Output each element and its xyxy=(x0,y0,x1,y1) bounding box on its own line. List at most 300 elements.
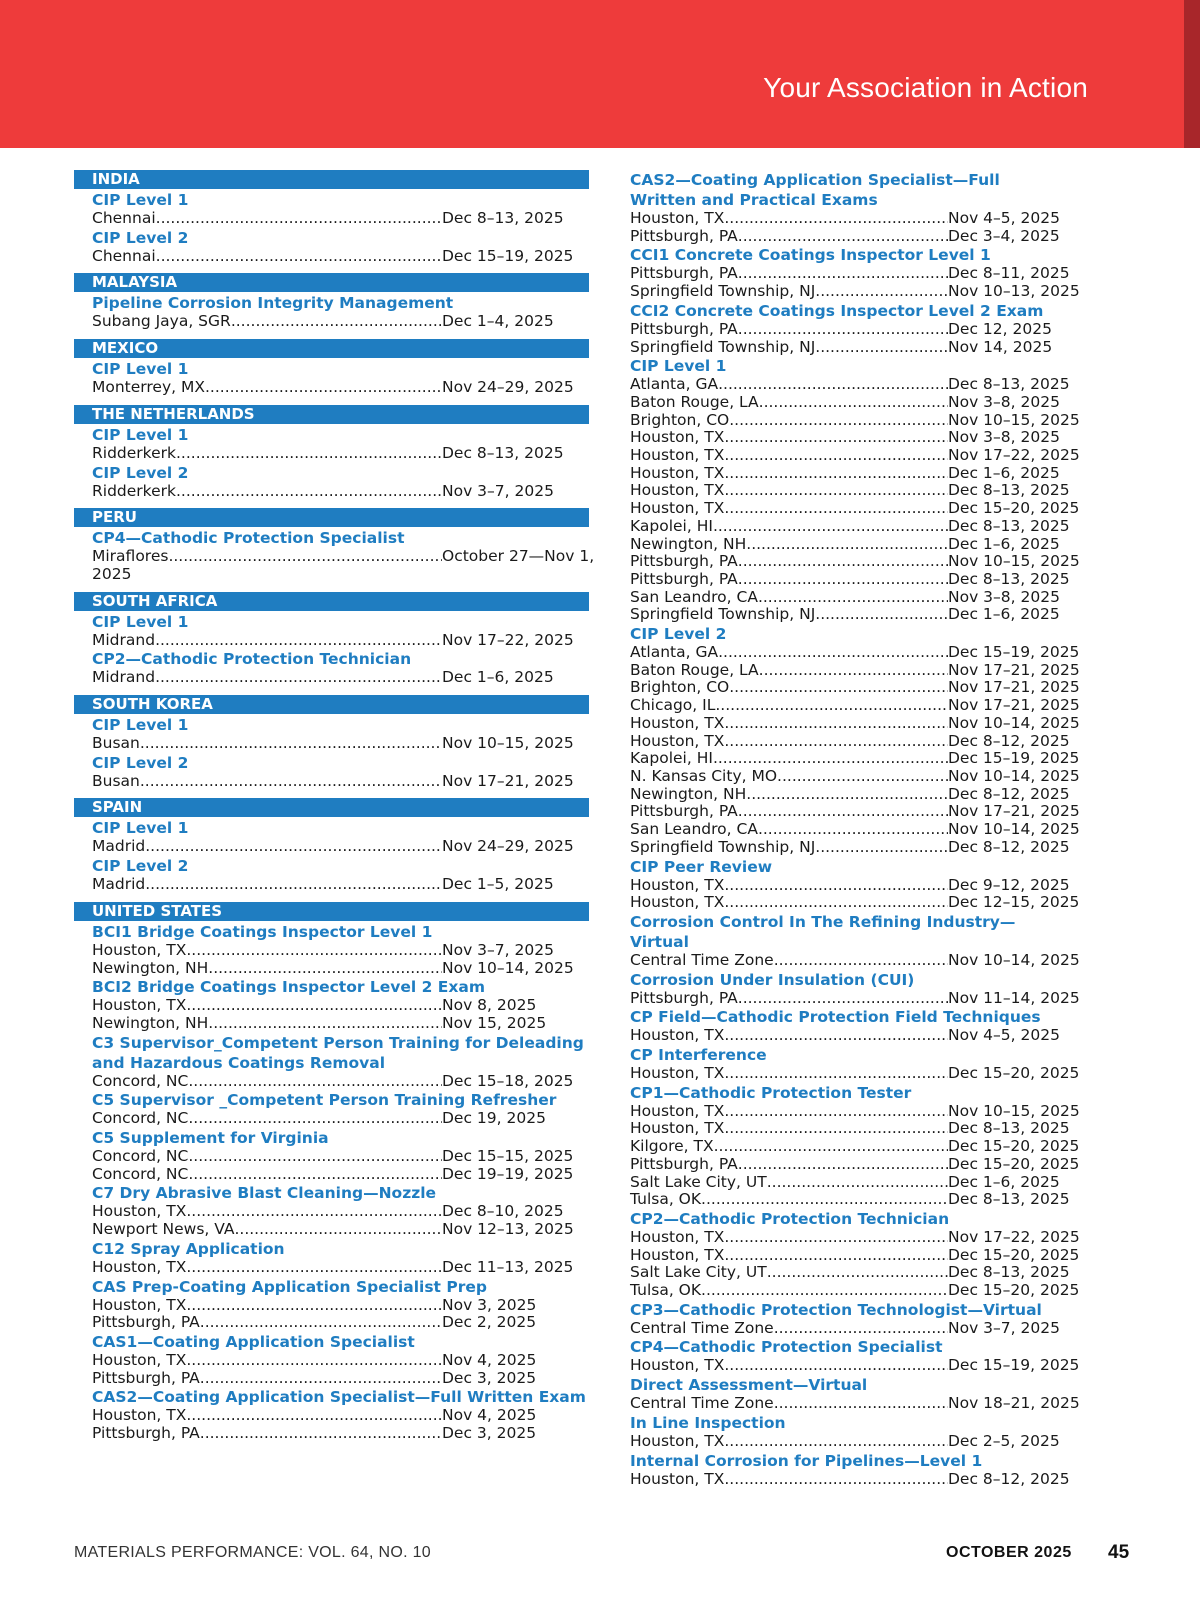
country-header: THE NETHERLANDS xyxy=(74,405,589,424)
schedule-entry xyxy=(630,950,1080,970)
schedule-entry xyxy=(92,1407,589,1425)
leader-dots xyxy=(738,990,948,1008)
country-header: INDIA xyxy=(74,170,589,189)
schedule-entry xyxy=(630,839,1070,857)
schedule-entry xyxy=(630,282,1080,301)
schedule-entry xyxy=(630,1027,1070,1045)
country-section xyxy=(74,339,589,397)
entry-date: Dec 1–6, 2025 xyxy=(948,463,1060,482)
entry-date: Dec 15–20, 2025 xyxy=(948,499,1080,518)
schedule-entry xyxy=(630,1227,1080,1247)
entry-location: Midrand xyxy=(92,630,156,649)
entry-date: Nov 15, 2025 xyxy=(442,1013,547,1032)
entry-date: Nov 4–5, 2025 xyxy=(948,209,1060,227)
entry-date: Dec 3–4, 2025 xyxy=(948,226,1060,245)
entry-date: Dec 8–12, 2025 xyxy=(948,1469,1070,1488)
country-section xyxy=(74,273,589,331)
leader-dots xyxy=(168,548,442,566)
entry-date: Dec 3, 2025 xyxy=(442,1424,537,1443)
entry-location: Houston, TX xyxy=(92,1295,187,1314)
entry-location: Chicago, IL xyxy=(630,696,716,715)
schedule-entry xyxy=(92,379,589,397)
course-title: Direct Assessment—Virtual xyxy=(630,1376,868,1395)
schedule-entry xyxy=(630,482,1070,500)
country-section xyxy=(74,592,589,687)
entry-location: Baton Rouge, LA xyxy=(630,392,759,411)
entry-location: Kapolei, HI xyxy=(630,516,713,535)
schedule-entry xyxy=(630,228,1070,246)
leader-dots xyxy=(746,536,948,554)
leader-dots xyxy=(729,412,948,430)
course-title: CP4—Cathodic Protection Specialist xyxy=(92,529,405,548)
leader-dots xyxy=(724,1471,948,1489)
leader-dots xyxy=(176,445,442,463)
entry-location: Pittsburgh, PA xyxy=(630,226,738,245)
entry-date: Nov 3–7, 2025 xyxy=(442,940,554,959)
schedule-entry xyxy=(630,446,1080,465)
country-header: SOUTH AFRICA xyxy=(74,592,589,611)
entry-location: Houston, TX xyxy=(92,1202,187,1221)
entry-location: Pittsburgh, PA xyxy=(92,1368,200,1387)
leader-dots xyxy=(715,697,948,715)
schedule-entry xyxy=(92,876,589,894)
schedule-entry xyxy=(630,1394,1080,1413)
entry-date: Nov 17–21, 2025 xyxy=(948,802,1080,821)
schedule-entry xyxy=(92,1221,589,1239)
schedule-entry xyxy=(630,1154,1080,1174)
entry-location: Pittsburgh, PA xyxy=(630,319,738,338)
leader-dots xyxy=(234,1221,442,1239)
entry-date: Nov 10–14, 2025 xyxy=(442,958,574,977)
leader-dots xyxy=(815,339,948,357)
leader-dots xyxy=(176,483,442,501)
course-title: CIP Level 1 xyxy=(92,612,189,631)
entry-location: Springfield Township, NJ xyxy=(630,837,816,856)
schedule-entry xyxy=(92,960,589,978)
course-title: CIP Level 1 xyxy=(630,357,727,376)
schedule-entry xyxy=(630,376,1070,394)
schedule-entry xyxy=(630,1320,1070,1338)
entry-date: Nov 10–15, 2025 xyxy=(948,1101,1080,1120)
entry-location: Houston, TX xyxy=(92,1350,187,1369)
schedule-entry xyxy=(92,1297,589,1315)
schedule-entry xyxy=(630,265,1070,283)
schedule-entry xyxy=(630,589,1070,607)
page-number: 45 xyxy=(1108,1542,1130,1563)
schedule-entry xyxy=(92,735,589,753)
course-title: C12 Spray Application xyxy=(92,1239,285,1258)
leader-dots xyxy=(701,1282,948,1300)
course-title: CP2—Cathodic Protection Technician xyxy=(92,650,412,669)
entry-location: Springfield Township, NJ xyxy=(630,282,816,301)
schedule-entry xyxy=(630,1245,1080,1265)
entry-location: Chennai xyxy=(92,246,156,265)
course-title: CIP Peer Review xyxy=(630,857,773,876)
entry-date: Dec 8–12, 2025 xyxy=(948,731,1070,750)
schedule-entry xyxy=(92,1110,589,1128)
entry-location: Houston, TX xyxy=(92,940,187,959)
entry-location: Houston, TX xyxy=(630,1064,725,1083)
entry-date: Dec 8–13, 2025 xyxy=(948,1263,1070,1282)
leader-dots xyxy=(200,1425,442,1443)
entry-date: Nov 17–21, 2025 xyxy=(948,696,1080,715)
course-title: CIP Level 1 xyxy=(92,819,189,838)
course-title: CIP Level 1 xyxy=(92,191,189,209)
leader-dots xyxy=(186,942,442,960)
schedule-entry xyxy=(630,1281,1080,1300)
entry-date: Dec 12–15, 2025 xyxy=(948,893,1080,912)
schedule-entry xyxy=(92,773,589,791)
schedule-entry xyxy=(630,1191,1070,1209)
entry-location: Houston, TX xyxy=(630,893,725,912)
entry-date: Dec 15–19, 2025 xyxy=(948,643,1080,662)
entry-date: Nov 14, 2025 xyxy=(948,337,1053,356)
entry-location: Tulsa, OK xyxy=(630,1281,702,1300)
entry-location: Pittsburgh, PA xyxy=(630,264,738,283)
entry-location: Busan xyxy=(92,771,140,790)
entry-location: Salt Lake City, UT xyxy=(630,1263,767,1282)
leader-dots xyxy=(738,1156,948,1174)
entry-location: Houston, TX xyxy=(630,713,725,732)
schedule-entry xyxy=(630,1064,1080,1083)
leader-dots xyxy=(208,960,442,978)
entry-date: Dec 1–6, 2025 xyxy=(948,1172,1060,1191)
course-title: Pipeline Corrosion Integrity Management xyxy=(92,294,454,313)
entry-date: Dec 1–6, 2025 xyxy=(948,605,1060,624)
entry-date: Dec 2, 2025 xyxy=(442,1313,537,1332)
entry-date: October 27—Nov 1, xyxy=(442,547,595,566)
entry-date: Dec 19, 2025 xyxy=(442,1109,546,1128)
leader-dots xyxy=(718,376,948,394)
schedule-entry xyxy=(92,445,589,463)
entry-date: Dec 8–13, 2025 xyxy=(948,375,1070,394)
leader-dots xyxy=(724,1027,948,1045)
schedule-entry xyxy=(92,838,589,856)
entry-location: Madrid xyxy=(92,837,146,856)
leader-dots xyxy=(724,1247,948,1265)
entry-date: Nov 17–21, 2025 xyxy=(948,660,1080,679)
entry-location: Pittsburgh, PA xyxy=(630,802,738,821)
leader-dots xyxy=(767,1174,948,1192)
entry-date: Dec 15–20, 2025 xyxy=(948,1137,1080,1156)
entry-location: Houston, TX xyxy=(630,1356,725,1375)
schedule-entry xyxy=(630,696,1080,715)
schedule-entry xyxy=(92,1015,589,1033)
leader-dots xyxy=(713,518,948,536)
schedule-entry xyxy=(630,339,1070,357)
leader-dots xyxy=(724,465,948,483)
schedule-entry xyxy=(630,893,1080,912)
course-title: CIP Level 2 xyxy=(92,228,189,247)
entry-location: Springfield Township, NJ xyxy=(630,605,816,624)
schedule-entry xyxy=(630,552,1080,571)
entry-date: Nov 3, 2025 xyxy=(442,1295,537,1314)
entry-date: Nov 8, 2025 xyxy=(442,996,537,1015)
leader-dots xyxy=(156,248,442,266)
entry-date-continued: 2025 xyxy=(92,564,132,583)
leader-dots xyxy=(724,447,948,465)
entry-location: Concord, NC xyxy=(92,1147,189,1166)
country-header: SPAIN xyxy=(74,798,589,817)
entry-date: Nov 4, 2025 xyxy=(442,1406,537,1425)
schedule-entry xyxy=(630,571,1070,589)
leader-dots xyxy=(724,210,948,228)
schedule-entry xyxy=(630,429,1070,447)
entry-location: Atlanta, GA xyxy=(630,643,719,662)
schedule-entry xyxy=(92,1425,589,1443)
leader-dots xyxy=(815,839,948,857)
entry-date: Dec 1–5, 2025 xyxy=(442,875,554,894)
page-footer xyxy=(74,1544,1134,1564)
entry-date: Dec 8–10, 2025 xyxy=(442,1202,564,1221)
leader-dots xyxy=(746,786,948,804)
leader-dots xyxy=(724,877,948,895)
entry-date: Nov 4, 2025 xyxy=(442,1350,537,1369)
schedule-entry xyxy=(92,1314,589,1332)
entry-location: Madrid xyxy=(92,875,146,894)
course-title: In Line Inspection xyxy=(630,1413,786,1432)
leader-dots xyxy=(724,715,948,733)
course-list xyxy=(74,715,589,790)
country-header: SOUTH KOREA xyxy=(74,695,589,714)
course-list xyxy=(74,612,589,687)
leader-dots xyxy=(188,1148,442,1166)
course-title: CAS1—Coating Application Specialist xyxy=(92,1332,415,1351)
schedule-entry xyxy=(630,465,1070,483)
schedule-entry xyxy=(92,1352,589,1370)
entry-date: Dec 12, 2025 xyxy=(948,319,1052,338)
entry-date: Nov 12–13, 2025 xyxy=(442,1220,574,1239)
entry-location: Concord, NC xyxy=(92,1109,189,1128)
course-list xyxy=(74,922,589,1443)
course-title: Internal Corrosion for Pipelines—Level 1 xyxy=(630,1451,983,1470)
schedule-entry xyxy=(630,749,1080,768)
course-title: CP1—Cathodic Protection Tester xyxy=(630,1083,912,1102)
course-title: CP Field—Cathodic Protection Field Techniques xyxy=(630,1008,1041,1027)
entry-location: Houston, TX xyxy=(630,1101,725,1120)
entry-date: Dec 8–13, 2025 xyxy=(948,1190,1070,1209)
entry-location: Subang Jaya, SGR xyxy=(92,312,231,331)
entry-date: Nov 10–14, 2025 xyxy=(948,950,1080,969)
schedule-entry xyxy=(630,536,1070,554)
entry-location: Houston, TX xyxy=(630,463,725,482)
entry-date: Nov 3–7, 2025 xyxy=(442,481,554,500)
schedule-entry xyxy=(630,1264,1070,1282)
entry-location: Midrand xyxy=(92,668,156,687)
schedule-entry xyxy=(92,1166,589,1184)
leader-dots xyxy=(767,1264,948,1282)
course-title: C3 Supervisor_Competent Person Training for Deleading and Hazardous Coatings Removal xyxy=(92,1033,584,1072)
leader-dots xyxy=(140,773,442,791)
schedule-entry xyxy=(630,1101,1080,1121)
leader-dots xyxy=(231,313,442,331)
entry-date: Dec 15–20, 2025 xyxy=(948,1154,1080,1173)
entry-location: Brighton, CO xyxy=(630,410,730,429)
course-title: CAS Prep-Coating Application Specialist Prep xyxy=(92,1277,487,1296)
entry-location: Houston, TX xyxy=(630,1245,725,1264)
schedule-entry xyxy=(92,997,589,1015)
entry-location: Atlanta, GA xyxy=(630,375,719,394)
entry-location: Houston, TX xyxy=(92,1257,187,1276)
course-title: CIP Level 2 xyxy=(92,753,189,772)
schedule-entry xyxy=(92,942,589,960)
schedule-entry xyxy=(92,1370,589,1388)
country-header: PERU xyxy=(74,508,589,527)
entry-location: Houston, TX xyxy=(630,875,725,894)
schedule-entry xyxy=(630,394,1070,412)
entry-location: Pittsburgh, PA xyxy=(630,1154,738,1173)
course-title: CP Interference xyxy=(630,1046,767,1065)
entry-location: San Leandro, CA xyxy=(630,820,758,839)
leader-dots xyxy=(155,632,442,650)
entry-location: Tulsa, OK xyxy=(630,1190,702,1209)
schedule-entry xyxy=(630,713,1080,733)
leader-dots xyxy=(777,768,948,786)
leader-dots xyxy=(724,1229,948,1247)
entry-date: Nov 4–5, 2025 xyxy=(948,1026,1060,1045)
schedule-entry xyxy=(92,210,589,228)
entry-location: Central Time Zone xyxy=(630,950,774,969)
leader-dots xyxy=(759,394,948,412)
entry-location: Brighton, CO xyxy=(630,678,730,697)
schedule-entry xyxy=(630,1120,1070,1138)
leader-dots xyxy=(208,1015,442,1033)
entry-location: Baton Rouge, LA xyxy=(630,660,759,679)
leader-dots xyxy=(815,606,948,624)
leader-dots xyxy=(724,1433,948,1451)
entry-location: Central Time Zone xyxy=(630,1394,774,1413)
schedule-entry xyxy=(92,632,589,650)
entry-location: Pittsburgh, PA xyxy=(630,552,738,571)
entry-date: Dec 3, 2025 xyxy=(442,1368,537,1387)
entry-date: Dec 1–6, 2025 xyxy=(442,668,554,687)
course-title: C7 Dry Abrasive Blast Cleaning—Nozzle xyxy=(92,1184,437,1203)
course-title: CIP Level 1 xyxy=(92,716,189,735)
leader-dots xyxy=(774,1395,948,1413)
schedule-entry xyxy=(92,1259,589,1277)
entry-date: Nov 24–29, 2025 xyxy=(442,378,574,397)
entry-location: Pittsburgh, PA xyxy=(630,988,738,1007)
country-section xyxy=(74,902,589,1443)
entry-location: Busan xyxy=(92,734,140,753)
schedule-entry xyxy=(92,1148,589,1166)
leader-dots xyxy=(714,1138,948,1156)
course-title: CCI2 Concrete Coatings Inspector Level 2 Exam xyxy=(630,301,1044,320)
entry-date: Nov 3–8, 2025 xyxy=(948,392,1060,411)
course-title: CP4—Cathodic Protection Specialist xyxy=(630,1338,943,1357)
leader-dots xyxy=(815,283,948,301)
entry-location: Houston, TX xyxy=(630,1431,725,1450)
leader-dots xyxy=(738,228,948,246)
leader-dots xyxy=(205,379,442,397)
entry-location: Salt Lake City, UT xyxy=(630,1172,767,1191)
entry-date: Nov 17–22, 2025 xyxy=(948,1227,1080,1246)
entry-location: Houston, TX xyxy=(630,481,725,500)
course-title: CIP Level 1 xyxy=(92,425,189,444)
entry-date: Dec 15–18, 2025 xyxy=(442,1071,574,1090)
country-section xyxy=(74,508,595,583)
entry-date: Dec 8–13, 2025 xyxy=(948,1119,1070,1138)
entry-date: Dec 8–13, 2025 xyxy=(442,443,564,462)
leader-dots xyxy=(724,500,948,518)
schedule-entry xyxy=(630,499,1080,518)
course-list xyxy=(74,190,589,265)
schedule-entry xyxy=(630,877,1070,895)
leader-dots xyxy=(738,803,948,821)
leader-dots xyxy=(724,1065,948,1083)
entry-date: Nov 17–21, 2025 xyxy=(442,771,574,790)
entry-location: Houston, TX xyxy=(630,446,725,465)
schedule-entry xyxy=(630,766,1080,786)
country-section xyxy=(74,798,589,893)
entry-location: Houston, TX xyxy=(630,1026,725,1045)
schedule-entry xyxy=(92,248,589,266)
country-section xyxy=(74,405,589,500)
schedule-entry xyxy=(630,660,1080,680)
schedule-entry xyxy=(630,1137,1080,1156)
entry-location: Ridderkerk xyxy=(92,481,176,500)
leader-dots xyxy=(724,733,948,751)
course-title: CP2—Cathodic Protection Technician xyxy=(630,1209,950,1228)
leader-dots xyxy=(200,1370,442,1388)
leader-dots xyxy=(145,838,442,856)
entry-location: Concord, NC xyxy=(92,1164,189,1183)
course-title: Corrosion Control In The Refining Industry—Virtual xyxy=(630,912,1016,951)
entry-location: Kapolei, HI xyxy=(630,749,713,768)
leader-dots xyxy=(713,750,948,768)
leader-dots xyxy=(758,589,948,607)
entry-date: Dec 19–19, 2025 xyxy=(442,1164,574,1183)
entry-date: Nov 18–21, 2025 xyxy=(948,1394,1080,1413)
leader-dots xyxy=(140,735,442,753)
entry-location: Houston, TX xyxy=(92,1406,187,1425)
leader-dots xyxy=(724,1357,948,1375)
course-title: CCI1 Concrete Coatings Inspector Level 1 xyxy=(630,246,991,265)
entry-location: Ridderkerk xyxy=(92,443,176,462)
leader-dots xyxy=(724,1103,948,1121)
leader-dots xyxy=(188,1110,442,1128)
entry-date: Nov 10–13, 2025 xyxy=(948,282,1080,301)
course-list xyxy=(74,293,589,331)
schedule-entry xyxy=(630,1471,1070,1489)
schedule-entry xyxy=(630,678,1080,697)
schedule-entry xyxy=(92,1203,589,1221)
leader-dots xyxy=(738,321,948,339)
leader-dots xyxy=(145,876,442,894)
entry-location: Houston, TX xyxy=(630,499,725,518)
schedule-entry xyxy=(630,410,1080,430)
schedule-entry xyxy=(630,988,1080,1008)
leader-dots xyxy=(724,429,948,447)
schedule-entry xyxy=(92,1073,589,1091)
leader-dots xyxy=(156,210,442,228)
entry-date: Dec 15–19, 2025 xyxy=(948,1356,1080,1375)
leader-dots xyxy=(701,1191,948,1209)
leader-dots xyxy=(738,553,948,571)
entry-location: San Leandro, CA xyxy=(630,587,758,606)
leader-dots xyxy=(188,1073,442,1091)
course-title: CIP Level 2 xyxy=(92,857,189,876)
entry-date: Nov 10–15, 2025 xyxy=(442,734,574,753)
entry-location: N. Kansas City, MO xyxy=(630,766,778,785)
schedule-entry xyxy=(92,483,589,501)
entry-location: Houston, TX xyxy=(92,996,187,1015)
leader-dots xyxy=(188,1166,442,1184)
entry-date: Nov 24–29, 2025 xyxy=(442,837,574,856)
course-title: CIP Level 2 xyxy=(92,463,189,482)
entry-date: Nov 3–8, 2025 xyxy=(948,428,1060,447)
country-header: UNITED STATES xyxy=(74,902,589,921)
